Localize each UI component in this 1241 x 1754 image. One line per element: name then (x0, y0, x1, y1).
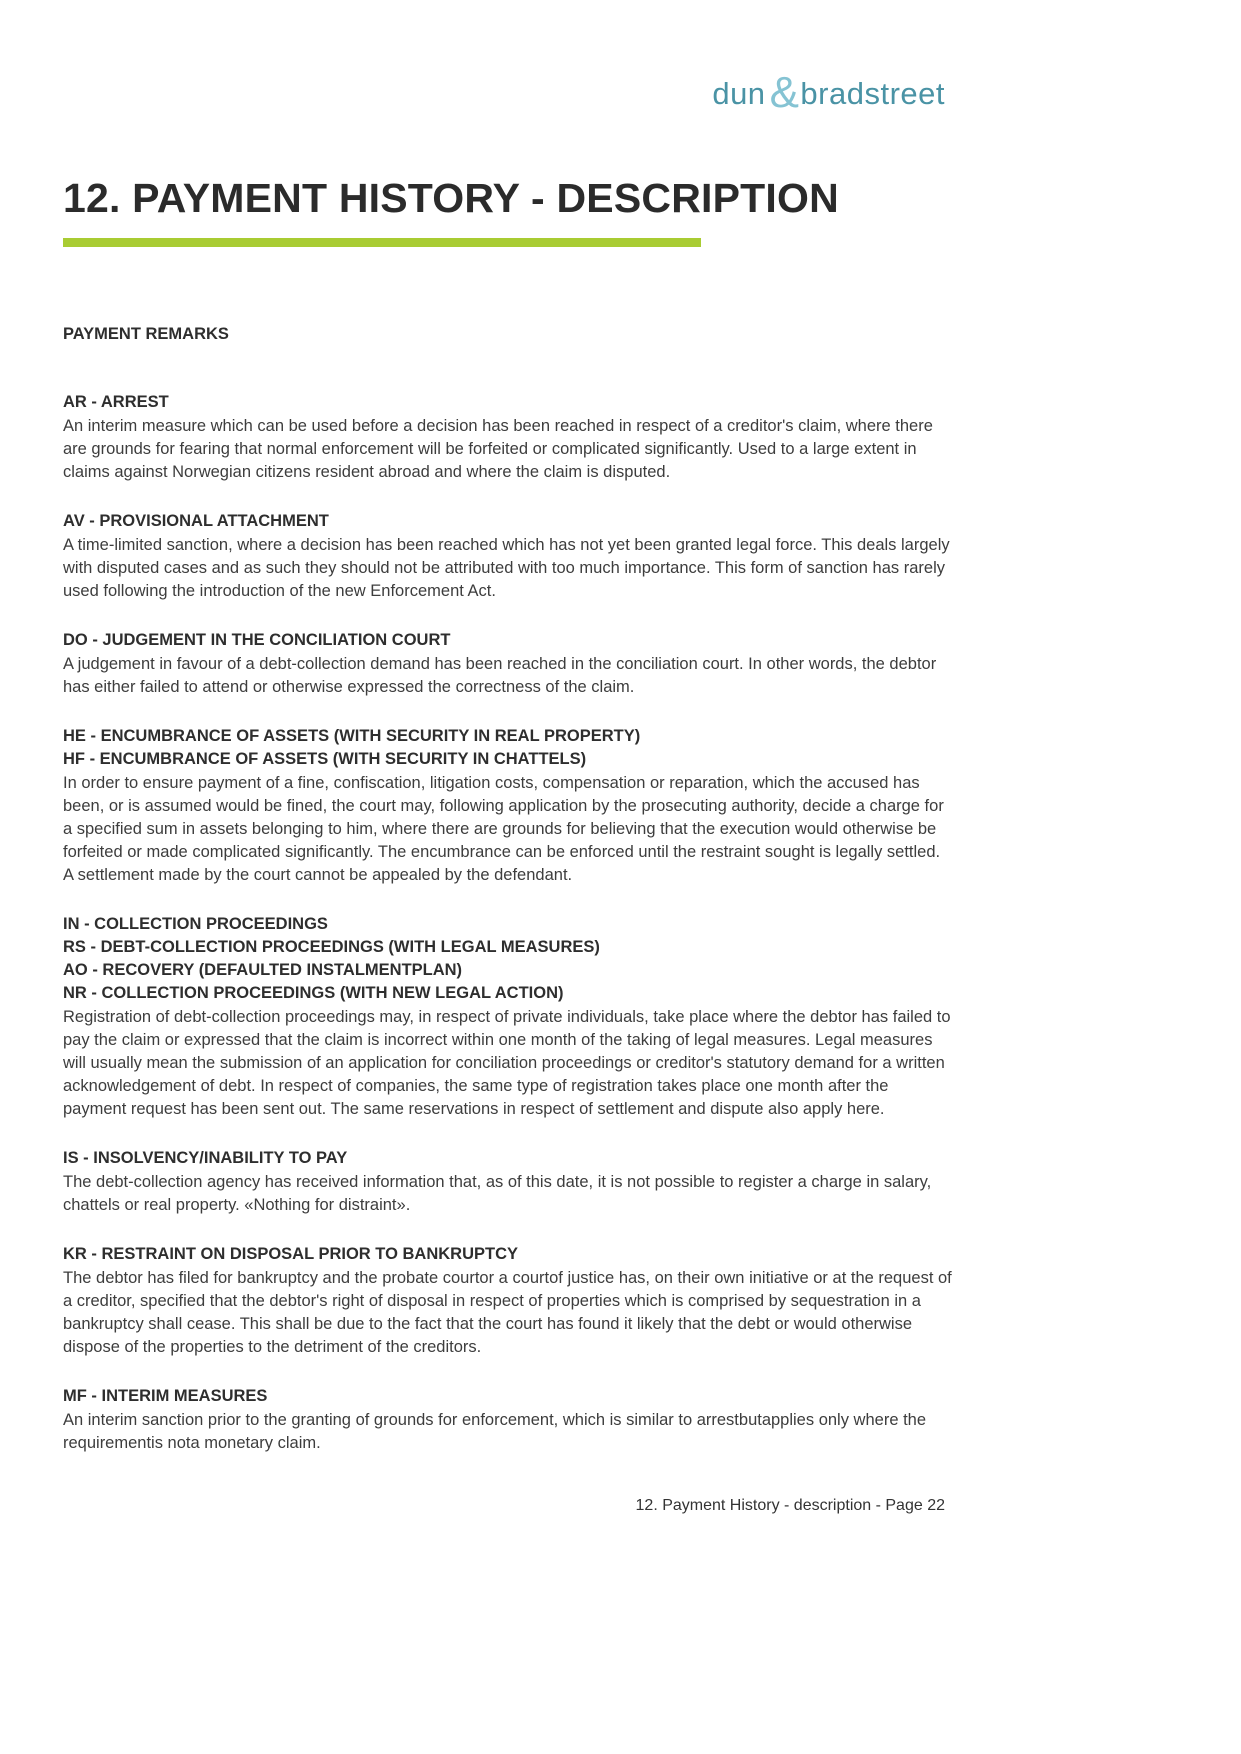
section-kr-restraint-on-disposal (63, 1243, 953, 1359)
logo-text-dun: dun (712, 76, 766, 111)
section-do-judgement-conciliation-court (63, 629, 953, 699)
section-he-hf-encumbrance-of-assets (63, 725, 953, 887)
remark-body: Registration of debt-collection proceedings may, in respect of private individuals, take place where the debtor has failed to pay the claim or expressed that the claim is incorrect within one month of the taking of legal measures. Legal measures will usually mean the submission of an application for conciliation proceedings or creditor's statutory demand for a written acknowledgement of debt. In respect of companies, the same type of registration takes place one month after the payment request has been sent out. The same reservations in respect of settlement and dispute also apply here. (63, 1008, 951, 1119)
page-title: 12. PAYMENT HISTORY - DESCRIPTION (63, 175, 839, 221)
remark-body: In order to ensure payment of a fine, confiscation, litigation costs, compensation or reparation, which the accused has been, or is assumed would be fined, the court may, following application by the prosecuting authority, decide a charge for a specified sum in assets belonging to him, where there are grounds for believing that the execution would otherwise be forfeited or made complicated significantly. The encumbrance can be enforced until the restraint sought is legally settled. A settlement made by the court cannot be appealed by the defendant. (63, 774, 944, 885)
remark-body: An interim sanction prior to the granting of grounds for enforcement, which is similar to arrestbutapplies only where the requirementis nota monetary claim. (63, 1411, 927, 1453)
remark-heading: AR - ARREST (63, 393, 169, 412)
page-footer: 12. Payment History - description - Page 22 (635, 1497, 945, 1514)
remark-heading: IN - COLLECTION PROCEEDINGS (63, 915, 328, 934)
remark-heading: IS - INSOLVENCY/INABILITY TO PAY (63, 1149, 348, 1168)
remark-body: The debt-collection agency has received information that, as of this date, it is not possible to register a charge in salary, chattels or real property. «Nothing for distraint». (63, 1173, 932, 1215)
logo-ampersand-icon: & (769, 68, 800, 117)
remark-body: An interim measure which can be used before a decision has been reached in respect of a creditor's claim, where there are grounds for fearing that normal enforcement will be forfeited or complicated significantly. Used to a large extent in claims against Norwegian citizens resident abroad and where the claim is disputed. (63, 417, 933, 482)
remark-heading: RS - DEBT-COLLECTION PROCEEDINGS (WITH LEGAL MEASURES) (63, 938, 600, 957)
remark-body: A time-limited sanction, where a decision has been reached which has not yet been granted legal force. This deals largely with disputed cases and as such they should not be attributed with too much importance. This form of sanction has rarely used following the introduction of the new Enforcement Act. (63, 536, 950, 601)
remark-heading: AV - PROVISIONAL ATTACHMENT (63, 512, 329, 531)
section-mf-interim-measures (63, 1385, 953, 1455)
title-underline-bar (63, 238, 701, 247)
remark-heading: DO - JUDGEMENT IN THE CONCILIATION COURT (63, 631, 451, 650)
section-in-rs-ao-nr-collection-proceedings (63, 913, 953, 1121)
remark-heading: HE - ENCUMBRANCE OF ASSETS (WITH SECURITY IN REAL PROPERTY) (63, 727, 641, 746)
remark-heading: HF - ENCUMBRANCE OF ASSETS (WITH SECURITY IN CHATTELS) (63, 750, 587, 769)
remark-body: The debtor has filed for bankruptcy and the probate courtor a courtof justice has, on their own initiative or at the request of a creditor, specified that the debtor's right of disposal in respect of properties which is comprised by sequestration in a bankruptcy shall cease. This shall be due to the fact that the court has found it likely that the debt or would otherwise dispose of the properties to the detriment of the creditors. (63, 1269, 952, 1357)
payment-remarks-heading: PAYMENT REMARKS (63, 325, 229, 344)
logo-text-bradstreet: bradstreet (800, 76, 945, 111)
section-is-insolvency (63, 1147, 953, 1217)
remark-heading: KR - RESTRAINT ON DISPOSAL PRIOR TO BANKRUPTCY (63, 1245, 518, 1264)
section-av-provisional-attachment (63, 510, 953, 603)
remark-heading: MF - INTERIM MEASURES (63, 1387, 268, 1406)
dun-bradstreet-logo (712, 68, 945, 117)
document-body (63, 323, 953, 1455)
remark-heading: NR - COLLECTION PROCEEDINGS (WITH NEW LEGAL ACTION) (63, 984, 564, 1003)
remark-body: A judgement in favour of a debt-collection demand has been reached in the conciliation court. In other words, the debtor has either failed to attend or otherwise expressed the correctness of the claim. (63, 655, 937, 697)
remark-heading: AO - RECOVERY (DEFAULTED INSTALMENTPLAN) (63, 961, 463, 980)
section-ar-arrest (63, 391, 953, 484)
